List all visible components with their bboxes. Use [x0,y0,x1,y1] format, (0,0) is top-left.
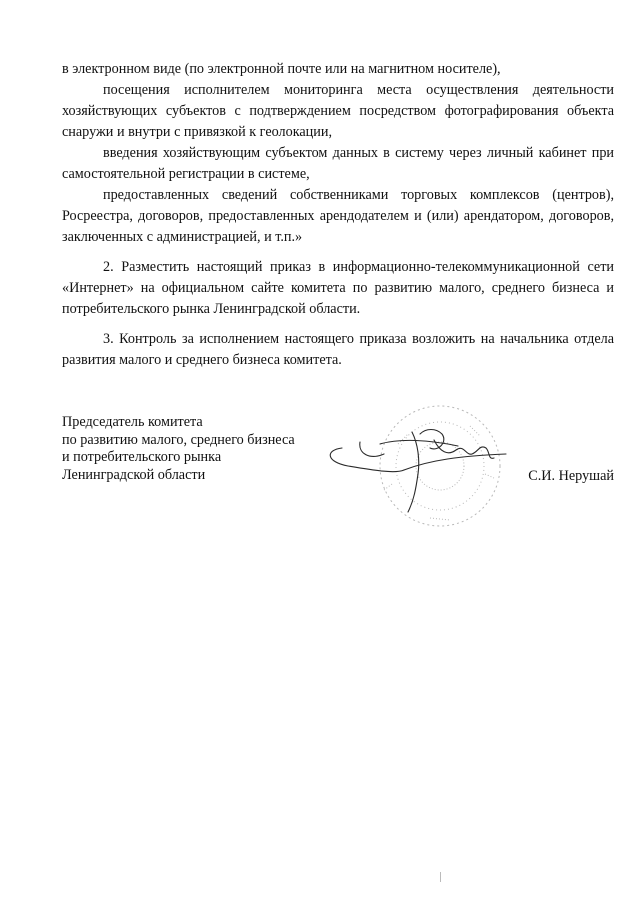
paragraph-item-2: 2. Разместить настоящий приказ в информационно-телекоммуникационной сети «Интернет» на официальном сайте комитета по развитию малого, среднего бизнеса и потребительского рынка Ленинградской области. [62,259,614,317]
signatory-title-line: по развитию малого, среднего бизнеса [62,431,295,448]
stamp-and-signature [280,404,540,534]
signature-block [62,414,614,524]
signatory-title-line: Ленинградской области [62,466,206,483]
signatory-title-line: и потребительского рынка [62,449,222,465]
paragraph-provided-data: предоставленных сведений собственниками торговых комплексов (центров), Росреестра, договоров, предоставленных арендодателем и (или) арендатором, договоров, заключенных с администрацией, и т.п.» [62,187,614,245]
paragraph-personal-account: введения хозяйствующим субъектом данных в систему через личный кабинет при самостоятельной регистрации в системе, [62,145,614,182]
signer-name: С.И. Нерушай [528,468,614,484]
scan-artifact [440,872,441,882]
official-stamp-icon [380,406,500,526]
paragraph-item-3: 3. Контроль за исполнением настоящего приказа возложить на начальника отдела развития малого и среднего бизнеса комитета. [62,331,614,368]
handwritten-signature-icon [330,430,506,513]
paragraph-monitoring-visit: посещения исполнителем мониторинга места осуществления деятельности хозяйствующих субъектов с подтверждением посредством фотографирования объекта снаружи и внутри с привязкой к геолокации, [62,82,614,140]
document-body [62,59,614,371]
signatory-title-line: Председатель комитета [62,414,203,430]
paragraph-continuation: в электронном виде (по электронной почте или на магнитном носителе), [62,61,501,77]
